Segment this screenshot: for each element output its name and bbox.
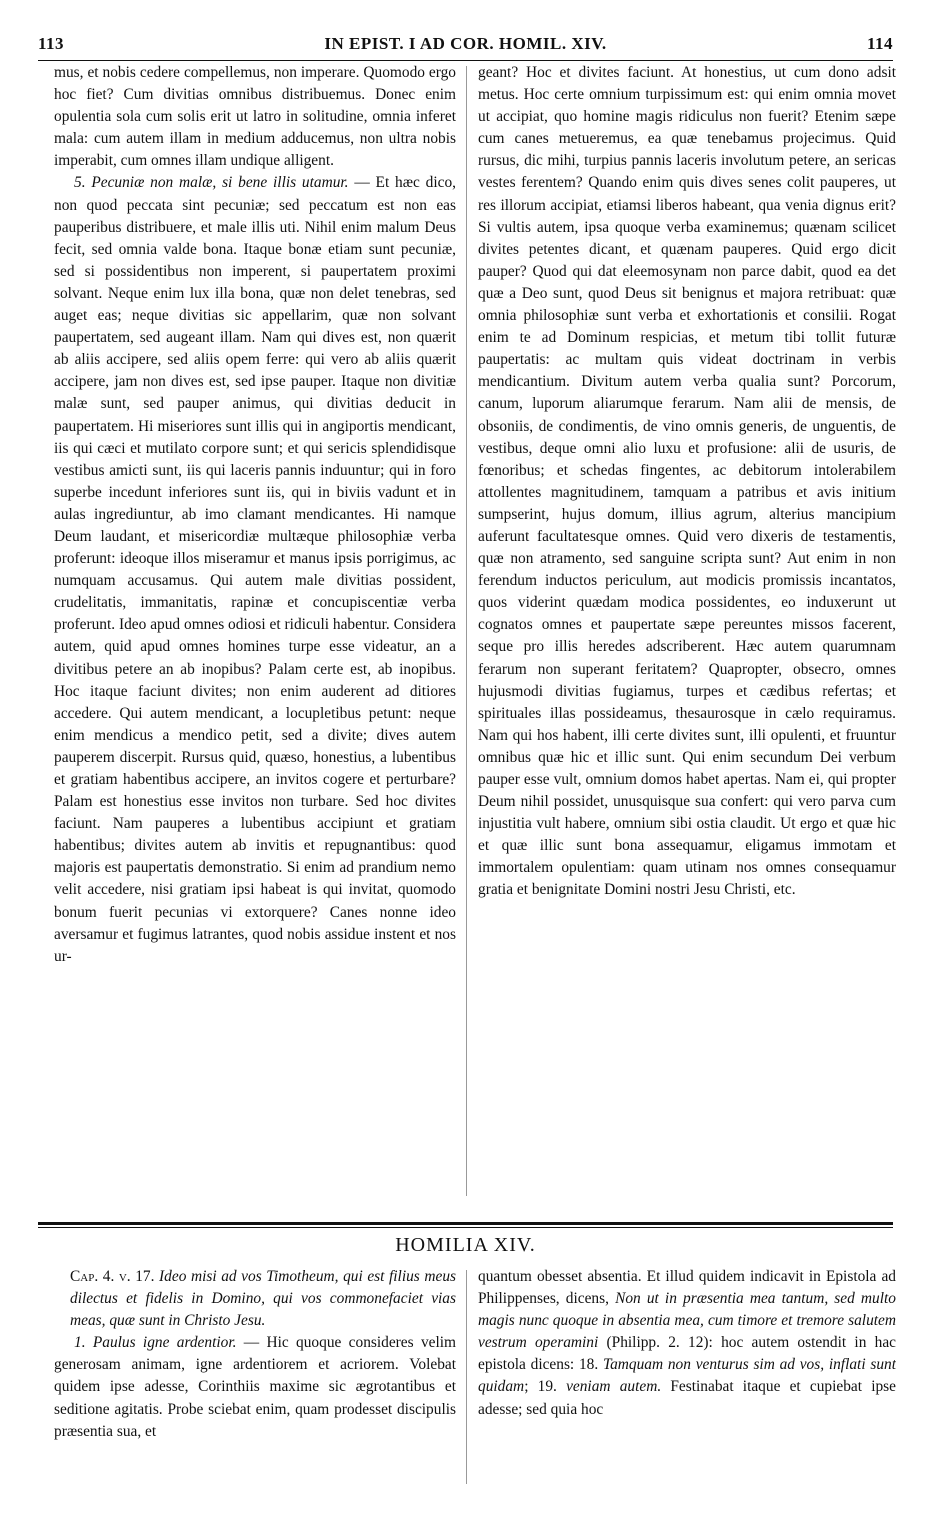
paragraph-1-text: — Hic quoque consideres velim generosam animam, igne ardentiorem et acriorem. Volebat quidem ipse adesse, Corinthiis maxime sic ægrotantibus et seditione agitatis. Probe sciebat enim, quam prodesset discipulis præsentia sua, et [54,1334,456,1440]
page-number-left: 113 [38,34,65,53]
lower-left-column [54,1266,456,1492]
paragraph-continuation-lower [478,1266,896,1421]
verse-text: Ideo misi ad vos Timotheum, qui est filius meus dilectus et fidelis in Domino, qui vos commonefaciet vias meas, quæ sunt in Christo Jesu. [70,1268,456,1330]
text-segment: ; 19. [524,1378,567,1396]
paragraph-5-lead: 5. Pecuniæ non malæ, si bene illis utamur. [74,174,349,192]
paragraph-continuation-right: geant? Hoc et divites faciunt. At honestius, ut cum dono adsit metus. Hoc certe omnium turpissimum est: qui enim omnia movet ut accipiat, quo homine magis ridiculus non fuerit? Etenim sæpe cum canes metueremus, ea quæ tenebamus projecimus. Quid rursus, dic mihi, turpius pannis laceris involutum petere, an sericas vestes ferentem? Quando enim quis dives senes colit pauperes, ut res illorum accipiat, etiamsi liberos habeant, qua venia dignus erit? Si vultis autem, ipsa quoque verba examinemus; quænam scilicet divites petentes dicant, et quænam pauperes. Quid ergo dicit pauper? Quod qui dat eleemosynam non parce dabit, quod ea det quæ a Deo sunt, quod Deus sit benignus et majora retribuat: quæ omnia philosophiæ sunt verba et exhortationis et consilii. Rogat enim te ad Dominum respicias, et metum tibi tollit futuræ paupertatis: ac multam quis videat doctrinam in verbis mendicantium. Divitum autem verba qualia sunt? Porcorum, canum, luporum aliarumque ferarum. Nam alii de mensis, de obsoniis, de condimentis, de vino omnis generis, de unguentis, de vestibus, deque omni alio luxu et profusione: alii de usuris, de fœnoribus; et schedas fingentes, ac debitorum intolerabilem attollentes magnitudinem, tamquam a patribus et avis initium sumpserint, hujus domum, illius agrum, alterius mancipium auferunt facultatesque omnes. Quid vero dixeris de testamentis, quæ non atramento, sed sanguine scripta sunt? Aut enim in non ferendum inductos periculum, aut modicis promissis incantatos, quos viderint quædam modica possidentes, eo induxerunt ut cognatos omnes et paupertate sæpe pereuntes missos facerent, seque pro illis heredes adscriberent. Hæc autem quarumnam ferarum non superant feritatem? Quapropter, obsecro, omnes hujusmodi divitias fugiamus, turpes et cædibus refertas; et spirituales illas possideamus, thesaurosque in cælo requiramus. Nam qui hos habent, illi certe divites sunt, illi opulenti, et fruuntur omnibus quæ hic et illic sunt. Qui enim secundum Dei verbum pauper esse vult, omnium domos habet apertas. Nam ei, qui propter Deum nihil possidet, unusquisque sua confert: qui vero parva cum injustitia vult habere, omnium sibi ostia claudit. Ut ergo et quæ hic et quæ illic sunt bona assequamur, eligamus immotam et immortalem opulentiam: quam utinam nos omnes consequamur gratia et benignitate Domini nostri Jesu Christi, etc. [478,64,896,899]
reference: (Philipp. 2. 12) [598,1334,709,1352]
paragraph-1-lead: 1. Paulus igne ardentior. [74,1334,237,1352]
paragraph-5 [54,172,456,967]
section-rule-thin [38,1227,893,1228]
text-segment: : hoc autem ostendit in hac epistola dicens: 18. [478,1334,896,1374]
paragraph-continuation: mus, et nobis cedere compellemus, non imperare. Quomodo ergo hoc fiet? Cum divitias omnibus distribuemus. Donec enim opulentia sola cum solis erit ut latro in solitudine, omnia inferet mala: cum autem illam in medium adducemus, non ultra nobis imperabit, cum omnes illam undique alligent. [54,64,456,170]
quotation-philippians: Non ut in præsentia mea tantum, sed multo magis nunc quoque in absentia mea, cum timore et tremore salutem vestrum operamini [478,1290,896,1352]
quotation-verse-19: veniam autem. [566,1378,662,1396]
running-title: IN EPIST. I AD COR. HOMIL. XIV. [324,34,607,53]
paragraph-5-text: — Et hæc dico, non quod peccata sint pecuniæ; sed peccatum est non eas pauperibus distribuere, et male illis uti. Nihil enim malum Deus fecit, sed omnia valde bona. Itaque bonæ etiam sunt pecuniæ, sed si possidentibus non imperent, si paupertatem proximi solvant. Neque enim lux illa bona, quæ non delet tenebras, sed auget eas; neque divitias sic appellarim, quæ non solvant paupertatem, sed augeant illam. Nam qui dives est, non quærit ab aliis accipere, sed aliis opem ferre: qui vero ab aliis quærit accipere, jam non dives est, sed ipse pauper. Itaque non divitiæ malæ sunt, sed pauper animus, qui divitias deducit in paupertatem. Hi miseriores sunt illis qui in angiportis mendicant, iis qui cæci et mutilato corpore sunt; et qui sericis splendidisque vestibus amicti sunt, iis qui laceris pannis induuntur; qui in foro superbe incedunt inferiores sunt iis, qui in biviis vadunt et in aulas ingrediuntur, ab imo clamant mendicantes. Hi namque Deum laudant, et misericordiæ multæque philosophiæ verba proferunt: ideoque illos miseramur et manus ipsis porrigimus, ac numquam accusamus. Qui autem male divitias possident, crudelitatis, immanitatis, rapinæ et concupiscentiæ verba proferunt. Ideo apud omnes odiosi et ridiculi habentur. Considera autem, quid apud omnes homines turpe esse videatur, an a divitibus petere an ab inopibus? Palam certe est, ab inopibus. Hoc itaque faciunt divites; non enim auderent ad ditiores accedere. Qui autem mendicant, a locupletibus petunt: neque enim mendicus a mendico petit, sed a divite; dives autem pauperem discerpit. Rursus quid, quæso, honestius, a lubentibus et gratiam habentibus accipere, an invitos cogere et perturbare? Palam est honestius esse invitos non turbare. Sed hoc divites faciunt. Nam pauperes a lubentibus accipiunt et gratiam habentibus; divites autem ab invitis et repugnantibus: quod majoris est paupertatis demonstratio. Si enim ad prandium nemo velit accedere, nisi gratiam ipsi habeat is qui invitat, quomodo bonum fuerit pecunias vi extorquere? Canes nonne ideo aversamur et fugimus latrantes, quod nobis assidue instent et nos ur- [54,174,456,965]
upper-left-column [54,62,456,1204]
text-segment: quantum obesset absentia. Et illud quidem indicavit in Epistola ad Philippenses, dicens, [478,1268,896,1308]
lower-column-divider [466,1270,467,1484]
header-rule [38,60,893,61]
section-rule-thick [38,1222,893,1225]
homily-heading: HOMILIA XIV. [395,1234,536,1256]
scripture-verse [54,1266,456,1332]
column-divider [466,66,467,1196]
lower-right-column [478,1266,896,1492]
upper-right-column [478,62,896,1204]
chapter-verse-label: Cap. 4. v. 17. [70,1268,155,1285]
text-segment: Festinabat itaque et cupiebat ipse adesse; sed quia hoc [478,1378,896,1418]
paragraph-1 [54,1332,456,1442]
page-number-right: 114 [866,34,893,53]
quotation-verse-18: Tamquam non venturus sim ad vos, inflati sunt quidam [478,1356,896,1396]
running-head [38,34,893,60]
